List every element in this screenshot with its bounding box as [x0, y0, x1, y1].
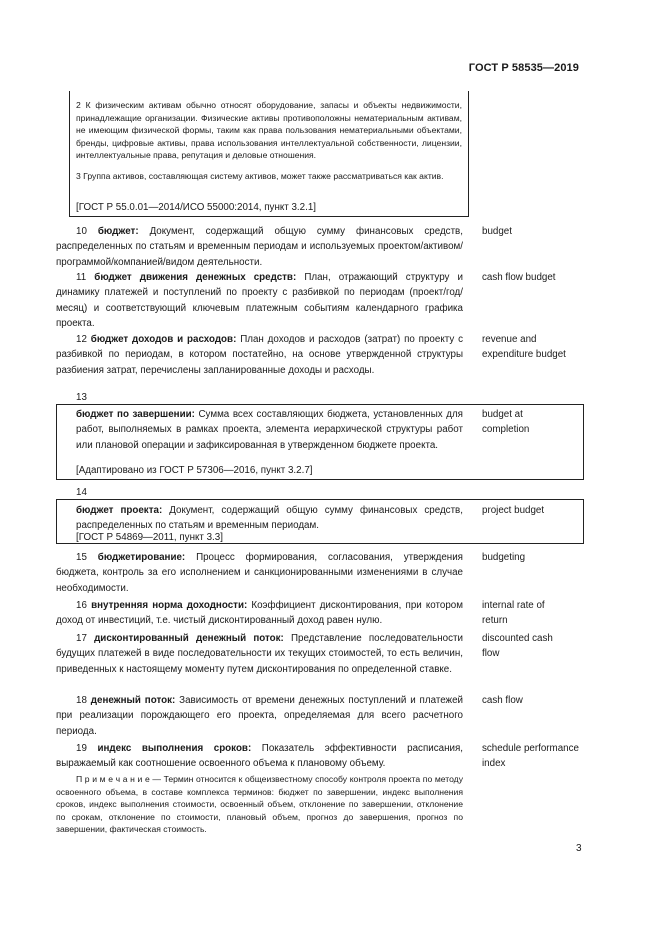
term-definition: План доходов и расходов (затрат) по проекту с разбивкой по периодам, в котором постатейно, на основе утвержденной структуры разбиения затрат, перечислены запланированные доходы и расходы.	[56, 334, 463, 376]
term-definition: Сумма всех составляющих бюджета, установленных для работ, выполняемых в рамках проекта, элемента иерархической структуры работ или плановой операции и зафиксированная в утвержденном бюджете проекта.	[76, 409, 463, 451]
term-number: 18	[76, 695, 87, 706]
term-16-english: internal rate of return	[482, 600, 545, 627]
term-name: бюджет по завершении:	[76, 409, 195, 420]
note-text: Термин относится к общеизвестному способу контроля проекта по методу освоенного объема, в составе комплекса терминов: бюджет по завершении, индекс выполнения сроков, индекс выполнения стоимости, освоенный объем, отклонение по завершении, отклонение по срокам, отклонение по стоимости, плановый объем, прогноз до завершения, прогноз по завершении, фактическая стоимость.	[56, 774, 463, 835]
term-19	[56, 741, 463, 772]
term-number: 12	[76, 334, 87, 345]
term-name: внутренняя норма доходности:	[91, 600, 248, 611]
term-19-english: schedule performance index	[482, 743, 579, 770]
term-13-bottom-border	[56, 479, 584, 480]
term-name: денежный поток:	[90, 695, 176, 706]
term-number: 17	[76, 633, 87, 644]
term-name: дисконтированный денежный поток:	[94, 633, 284, 644]
box-bottom-border	[69, 216, 469, 217]
term-name: бюджет:	[97, 226, 139, 237]
term-number: 19	[76, 743, 87, 754]
term-definition: Документ, содержащий общую сумму финансовых средств, распределенных по статьям и временным периодам.	[76, 505, 463, 532]
term-13-number: 13	[76, 392, 87, 403]
term-11-english: cash flow budget	[482, 272, 556, 283]
term-definition: Коэффициент дисконтирования, при котором доход от инвестиций, т.е. чистый дисконтированный доход равен нулю.	[56, 600, 463, 627]
term-14-top-border	[56, 499, 584, 500]
term-14-english: project budget	[482, 505, 545, 516]
term-10	[56, 224, 463, 270]
term-number: 10	[76, 226, 87, 237]
term-definition: Зависимость от времени денежных поступлений и платежей при реализации порождающего его проекта, определяемая для всего расчетного периода.	[56, 695, 464, 737]
term-12-english: revenue and expenditure budget	[482, 334, 566, 361]
term-number: 11	[76, 272, 87, 283]
term-11	[56, 270, 463, 332]
term-definition: Документ, содержащий общую сумму финансовых средств, распределенных по статьям и временным периодам и используемых проектом/активом/программой/компанией/видом деятельности.	[56, 226, 463, 268]
page-number: 3	[576, 843, 582, 854]
note-reference: [ГОСТ Р 55.0.01—2014/ИСО 55000:2014, пункт 3.2.1]	[76, 202, 316, 213]
term-16	[56, 598, 463, 629]
note-label: П р и м е ч а н и е —	[76, 774, 161, 784]
term-14-left-border	[56, 499, 57, 543]
term-14-reference: [ГОСТ Р 54869—2011, пункт 3.3]	[76, 532, 223, 543]
term-13-english: budget at completion	[482, 409, 530, 436]
term-18-english: cash flow	[482, 695, 523, 706]
term-number: 16	[76, 600, 87, 611]
term-13-right-border	[583, 404, 584, 479]
term-18	[56, 693, 463, 739]
term-13-top-border	[56, 404, 584, 405]
term-13-reference: [Адаптировано из ГОСТ Р 57306—2016, пункт 3.2.7]	[76, 465, 313, 476]
term-17-english: discounted cash flow	[482, 633, 553, 660]
term-13	[76, 407, 463, 453]
term-name: бюджет движения денежных средств:	[94, 272, 297, 283]
term-17	[56, 631, 463, 677]
term-definition: Показатель эффективности расписания, выражаемый как соотношение освоенного объема к плановому объему.	[56, 743, 463, 770]
term-14-number: 14	[76, 487, 87, 498]
term-name: бюджет проекта:	[76, 505, 163, 516]
term-name: индекс выполнения сроков:	[97, 743, 252, 754]
box-right-border	[468, 91, 469, 216]
term-13-left-border	[56, 404, 57, 479]
note-2: 2 К физическим активам обычно относят оборудование, запасы и объекты недвижимости, принадлежащие организации. Физические активы противоположны нематериальным активам, не имеющим физической формы, таким как права пользования нематериальными объектами, бренды, цифровые активы, права использования интеллектуальной собственности, лицензии, интеллектуальные права, репутация и деловые отношения.	[76, 100, 462, 161]
term-name: бюджет доходов и расходов:	[90, 334, 237, 345]
term-10-english: budget	[482, 226, 512, 237]
term-definition: Представление последовательности будущих платежей в виде последовательности их текущих стоимостей, то есть величин, приведенных к настоящему моменту путем дисконтирования по определенной ставке.	[56, 633, 463, 675]
term-number: 15	[76, 552, 87, 563]
term-12	[56, 332, 463, 378]
term-definition: Процесс формирования, согласования, утверждения бюджета, контроль за его исполнением и санкционированными изменениями в случае необходимости.	[56, 552, 463, 594]
term-name: бюджетирование:	[97, 552, 186, 563]
note-3: 3 Группа активов, составляющая систему активов, может также рассматриваться как актив.	[76, 171, 444, 181]
document-header: ГОСТ Р 58535—2019	[468, 62, 579, 74]
box-left-border	[69, 91, 70, 216]
term-15-english: budgeting	[482, 552, 526, 563]
term-15	[56, 550, 463, 596]
term-definition: План, отражающий структуру и динамику платежей и поступлений по проекту с разбивкой по периодам (проект/год/месяц) и соответствующий ключевым платежным событиям календарного графика проекта.	[56, 272, 463, 330]
final-note	[56, 773, 463, 836]
